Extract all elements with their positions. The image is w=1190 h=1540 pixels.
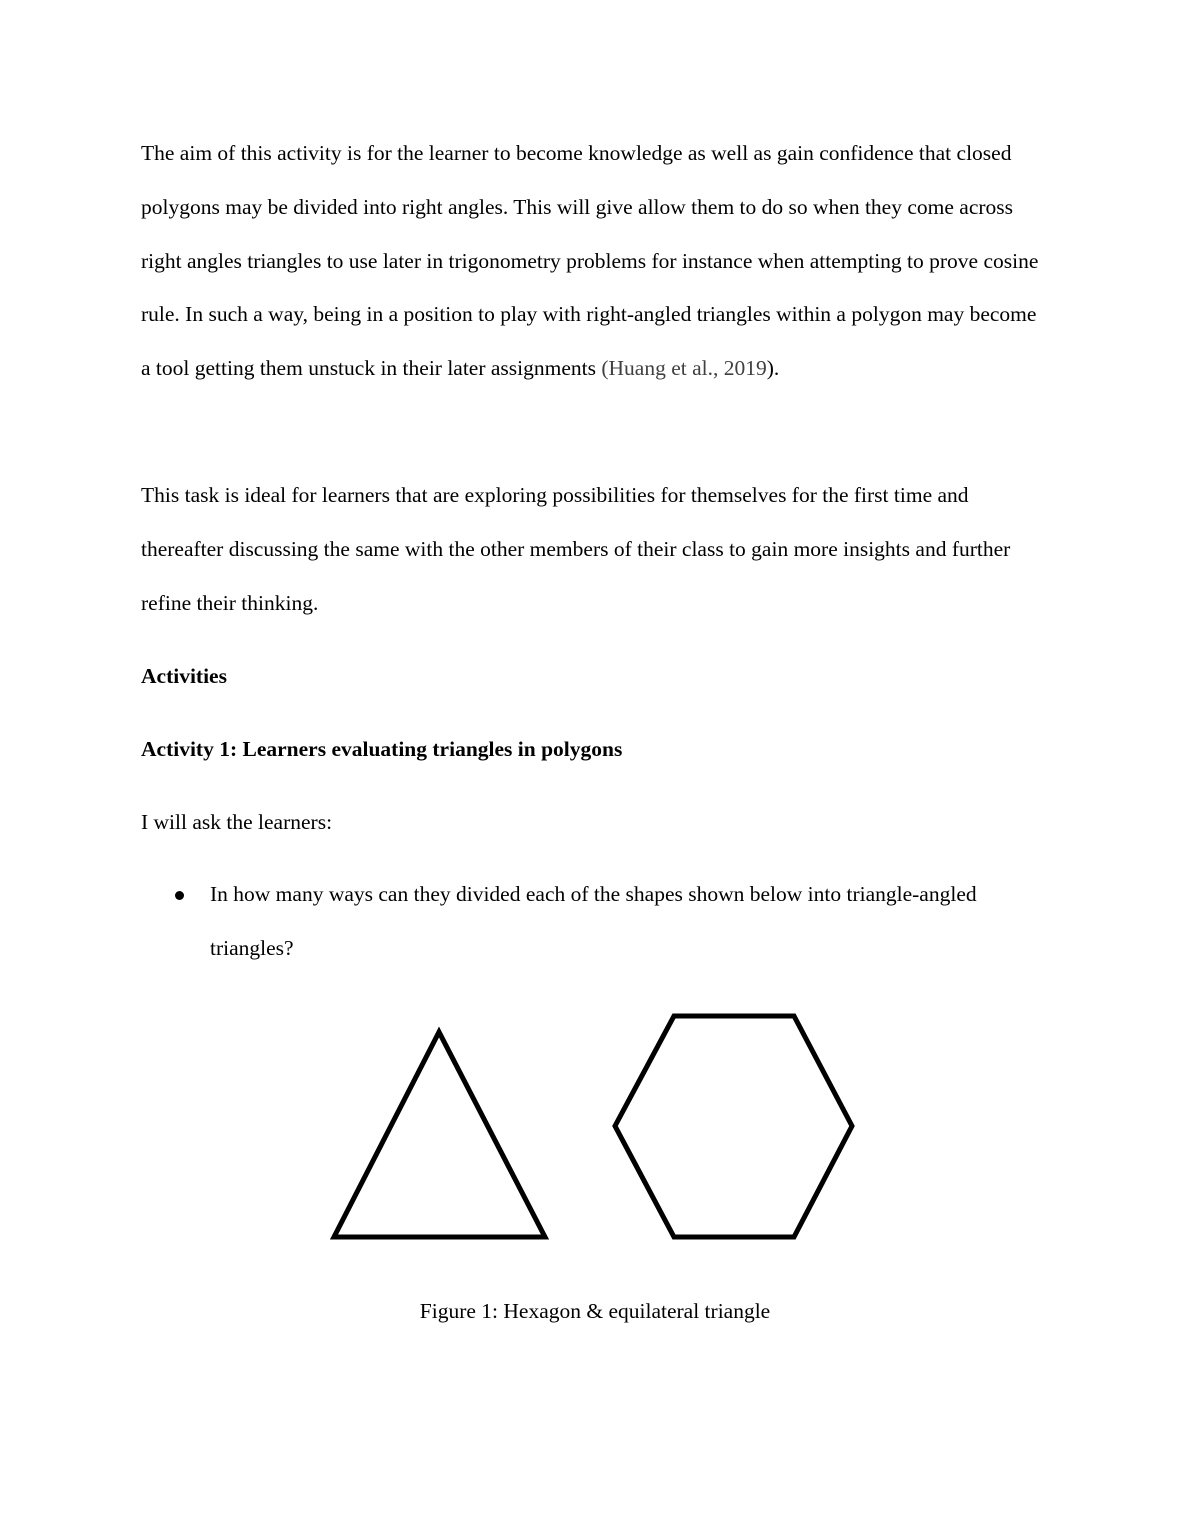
- paragraph-aim-text: The aim of this activity is for the learner to become knowledge as well as gain confidence that closed polygons may be divided into right angles. This will give allow them to do so when they come across right angles triangles to use later in trigonometry problems for instance when attempting to prove cosine rule. In such a way, being in a position to play with right-angled triangles within a polygon may become a tool getting them unstuck in their later assignments: [141, 141, 1039, 381]
- intro-text: I will ask the learners:: [141, 810, 333, 834]
- figure-shapes: [320, 1005, 870, 1255]
- heading-activity-1: Activity 1: Learners evaluating triangles in polygons: [141, 737, 623, 761]
- paragraph-aim-closing: ).: [766, 356, 780, 381]
- figure-caption: Figure 1: Hexagon & equilateral triangle: [419, 1299, 771, 1323]
- hexagon-shape: [615, 1016, 852, 1237]
- citation: (Huang et al., 2019: [601, 356, 767, 381]
- heading-activities: Activities: [141, 664, 227, 688]
- bullet-text: In how many ways can they divided each of the shapes shown below into triangle-angled triangles?: [210, 882, 977, 960]
- paragraph-task: This task is ideal for learners that are exploring possibilities for themselves for the first time and thereafter discussing the same with the other members of their class to gain more insights and further refine their thinking.: [141, 483, 1011, 615]
- equilateral-triangle-shape: [334, 1032, 545, 1237]
- paragraph-aim: [141, 127, 1051, 396]
- bullet-icon: [175, 891, 184, 900]
